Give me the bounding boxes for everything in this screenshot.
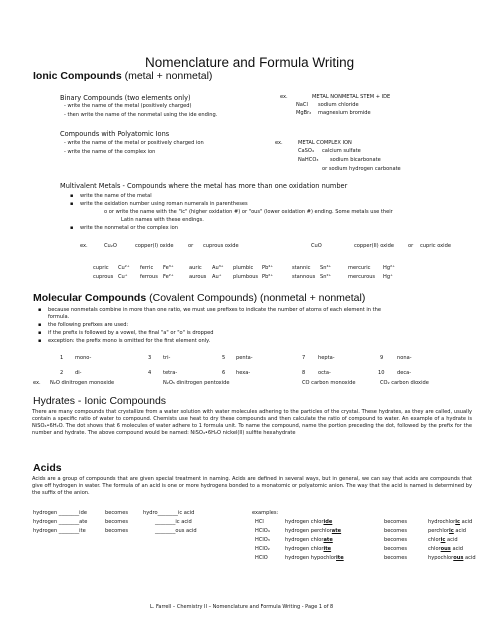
binary-ex-name: magnesium bromide [318,110,371,116]
prefix-number: 7 [302,355,306,361]
prefix-name: deca- [397,370,412,376]
acids-text: Acids are a group of compounds that are given special treatment in naming. Acids are defined in several ways, but in general, we can say that acids are compounds that give off hydrogen in water. The formula of an acid is one or more hydrogens bonded to a monatomic or polyatomic anion. The way that the acid is named is determined by the suffix of the anion. [32,476,472,496]
molecular-example: N₂O₅ dinitrogen pentoxide [163,380,230,386]
acid-rule-acid: ________ic acid [155,519,192,525]
molecular-bullet: ▪ the following prefixes are used: [48,322,128,328]
page-footer: L. Farrell – Chemistry II – Nomenclature and Formula Writing - Page 1 of 8 [150,604,334,610]
ion-name: stannous [292,274,316,280]
multi-ex-sys: copper(I) oxide [135,243,174,249]
molecular-bullet-cont: formula. [48,314,70,320]
ion-symbol: Cu⁺ [118,274,128,280]
ion-name: cuprous [93,274,114,280]
multi-ex-or: or [408,243,414,249]
ion-name: ferric [140,265,154,271]
acid-rule-becomes: becomes [105,510,129,516]
ion-symbol: Pb²⁺ [262,274,274,280]
prefix-number: 5 [222,355,226,361]
prefix-number: 4 [148,370,152,376]
binary-ex-header: METAL NONMETAL STEM + IDE [312,94,391,100]
ion-symbol: Hg²⁺ [383,265,395,271]
acid-ex-name: hydrogen chlorite [285,546,332,552]
ion-symbol: Cu²⁺ [118,265,130,271]
prefix-name: di- [75,370,82,376]
acid-examples-label: examples: [252,510,279,516]
acid-ex-name: hydrogen chlorate [285,537,333,543]
acid-ex-name: hydrogen chloride [285,519,333,525]
ionic-heading-text: Ionic Compounds [33,70,122,82]
ion-name: ferrous [140,274,158,280]
molecular-ex-label: ex. [33,380,41,386]
multi-ex-classic: cuprous oxide [203,243,239,249]
multi-ex-formula: CuO [311,243,322,249]
poly-title: Compounds with Polyatomic Ions [60,130,170,138]
acid-rule-acid: hydro________ic acid [143,510,195,516]
ionic-heading [33,70,212,82]
ion-name: plumbic [233,265,254,271]
prefix-number: 3 [148,355,152,361]
ion-name: mercuric [348,265,371,271]
binary-ex-formula: NaCl [296,102,308,108]
acid-rule-anion: hydrogen ________ide [33,510,87,516]
ion-symbol: Sn²⁺ [320,274,332,280]
prefix-number: 10 [378,370,385,376]
acid-rule-acid: ________ous acid [155,528,197,534]
ion-name: plumbous [233,274,259,280]
prefix-number: 1 [60,355,64,361]
ion-name: aurous [189,274,207,280]
binary-ex-formula: MgBr₂ [296,110,312,116]
binary-ex-name: sodium chloride [318,102,359,108]
hydrates-text: There are many compounds that crystallize from a water solution with water molecules adhering to the particles of the crystal. These hydrates, as they are called, usually contain a specific ratio of water to compound. Chemists use heat to dry these compounds and then calculate the ratio of compound to water. An example of a hydrate is NiSO₄•6H₂O. The dot shows that 6 molecules of water adhere to 1 formula unit. To name the compound, name the portion preceding the dot, followed by the prefix for the number and hydrate. The above compound would be named: NiSO₄•6H₂O nickel(II) sulfite hexahydrate [32,409,472,436]
multi-bullet: ▪ write the oxidation number using roman numerals in parentheses [80,201,248,207]
hydrates-heading: Hydrates - Ionic Compounds [33,395,167,407]
molecular-example: CO carbon monoxide [302,380,356,386]
prefix-number: 8 [302,370,306,376]
ion-symbol: Sn⁴⁺ [320,265,332,271]
prefix-name: nona- [397,355,412,361]
molecular-heading [33,292,365,304]
acid-ex-becomes: becomes [384,555,408,561]
multi-sub: o or write the name with the "ic" (higher oxidation #) or "ous" (lower oxidation #) ending. Some metals use their [104,209,393,215]
binary-title: Binary Compounds (two elements only) [60,94,191,102]
prefix-name: hexa- [236,370,251,376]
acid-ex-formula: HClO₂ [255,546,270,552]
ion-name: auric [189,265,202,271]
acid-rule-anion: hydrogen ________ate [33,519,88,525]
acid-rule-becomes: becomes [105,528,129,534]
ion-symbol: Hg⁺ [383,274,393,280]
molecular-heading-note: (Covalent Compounds) (nonmetal + nonmetal) [149,292,366,304]
multi-ex-label: ex. [80,243,88,249]
acid-ex-becomes: becomes [384,537,408,543]
multi-ex-or: or [188,243,194,249]
molecular-bullet: ▪ if the prefix is followed by a vowel, the final "a" or "o" is dropped [48,330,214,336]
multi-ex-classic: cupric oxide [420,243,451,249]
prefix-number: 6 [222,370,226,376]
ion-name: mercurous [348,274,376,280]
ion-symbol: Fe³⁺ [163,265,174,271]
prefix-number: 2 [60,370,64,376]
acid-ex-name: hydrogen hypochlorite [285,555,344,561]
prefix-name: hepta- [318,355,335,361]
acid-ex-acid: hypochlorous acid [428,555,476,561]
acid-ex-formula: HClO [255,555,268,561]
poly-ex-name: or sodium hydrogen carbonate [322,166,401,172]
ionic-heading-note: (metal + nonmetal) [124,70,213,82]
ion-symbol: Au³⁺ [212,265,224,271]
ion-symbol: Fe²⁺ [163,274,174,280]
molecular-example: N₂O dinitrogen monoxide [50,380,115,386]
multi-ex-formula: Cu₂O [104,243,117,249]
ion-name: stannic [292,265,311,271]
acids-heading: Acids [33,462,62,474]
poly-ex-label: ex. [275,140,283,146]
ion-name: cupric [93,265,109,271]
acid-ex-name: hydrogen perchlorate [285,528,342,534]
poly-ex-formula: NaHCO₃ [298,157,319,163]
prefix-name: mono- [75,355,92,361]
poly-rule: - write the name of the metal or positively charged ion [64,140,204,146]
ion-symbol: Au⁺ [212,274,222,280]
poly-ex-header: METAL COMPLEX ION [298,140,352,146]
molecular-bullet: ▪ exception: the prefix mono is omitted for the first element only. [48,338,210,344]
ion-symbol: Pb⁴⁺ [262,265,274,271]
poly-rule: - write the name of the complex ion [64,149,156,155]
molecular-example: CO₂ carbon dioxide [380,380,429,386]
prefix-name: octa- [318,370,331,376]
prefix-name: tri- [163,355,171,361]
molecular-bullet: ▪ because nonmetals combine in more than one ratio, we must use prefixes to indicate the number of atoms of each element in the [48,307,381,313]
multi-bullet: ▪ write the nonmetal or the complex ion [80,225,178,231]
acid-ex-acid: chlorous acid [428,546,464,552]
acid-ex-acid: perchloric acid [428,528,466,534]
acid-rule-anion: hydrogen ________ite [33,528,86,534]
multi-ex-sys: copper(II) oxide [354,243,394,249]
acid-ex-becomes: becomes [384,546,408,552]
binary-rule: - then write the name of the nonmetal using the ide ending. [64,112,218,118]
prefix-name: penta- [236,355,253,361]
acid-ex-formula: HClO₃ [255,537,270,543]
prefix-number: 9 [380,355,384,361]
page-title: Nomenclature and Formula Writing [145,55,355,70]
multi-bullet: ▪ write the name of the metal [80,193,152,199]
prefix-name: tetra- [163,370,178,376]
acid-ex-formula: HCl [255,519,264,525]
acid-ex-becomes: becomes [384,519,408,525]
multi-sub: Latin names with these endings. [121,217,204,223]
acid-ex-acid: chloric acid [428,537,458,543]
multi-title: Multivalent Metals - Compounds where the metal has more than one oxidation number [60,182,348,190]
binary-ex-label: ex. [280,94,288,100]
poly-ex-formula: CaSO₄ [298,148,314,154]
poly-ex-name: sodium bicarbonate [330,157,381,163]
poly-ex-name: calcium sulfate [322,148,361,154]
acid-ex-becomes: becomes [384,528,408,534]
acid-ex-acid: hydrochloric acid [428,519,473,525]
molecular-heading-text: Molecular Compounds [33,292,147,304]
acid-ex-formula: HClO₄ [255,528,270,534]
binary-rule: - write the name of the metal (positively charged) [64,103,192,109]
acid-rule-becomes: becomes [105,519,129,525]
